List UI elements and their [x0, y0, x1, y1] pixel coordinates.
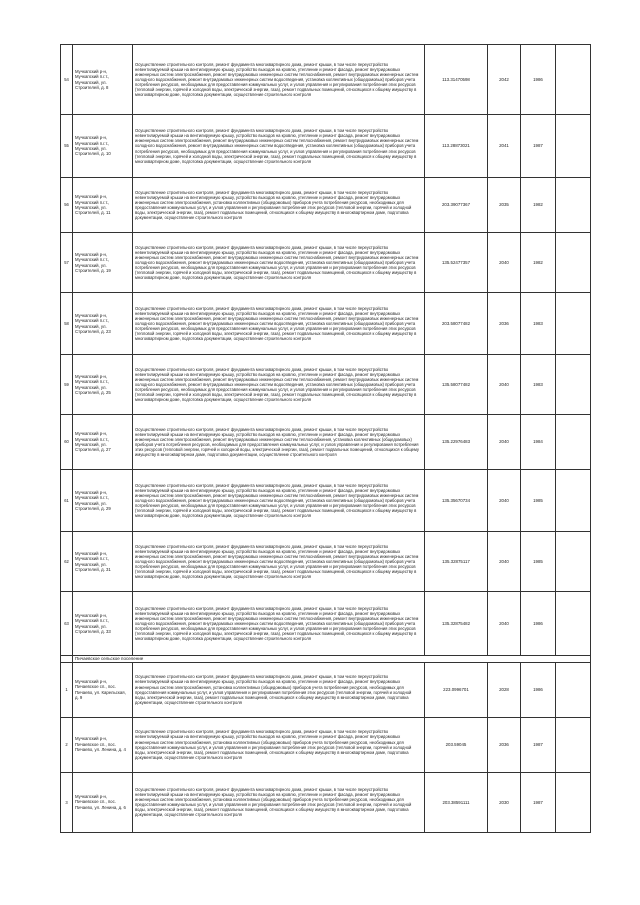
address-cell: Мучкапский р-н, Мучкапский п.г.т., Мучкапский, ул. Строителей, д. 10 — [73, 115, 133, 178]
row-number: 57 — [61, 233, 73, 293]
work-description-cell: Осуществление строительного контроля, ремонт фундамента многоквартирного дома, ремонт крыши, в том числе переустройство невентилируемой крыши на вентилируемую крышу, устройство выходов на кровлю, утепление и ремонт фасада, ремонт внутридомовых инженерных систем электроснабжения, ремонт внутридомовых инженерных систем теплоснабжения, установка коллективных (общедомовых) приборов учета потребления ресурсов, необходимых для предоставления коммунальных услуг, и узлов управления и регулирования потребления этих ресурсов (тепловой энергии, горячей и холодной воды, электрической энергии, газа), ремонт подвальных помещений, относящихся к общему имуществу в многоквартирном доме, подготовка документации, осуществление строительного контроля — [133, 415, 425, 470]
work-description-cell: Осуществление строительного контроля, ремонт фундамента многоквартирного дома, ремонт крыши, в том числе переустройство невентилируемой крыши на вентилируемую крышу, устройство выходов на кровлю, утепление и ремонт фасада, ремонт внутридомовых инженерных систем электроснабжения, установка коллективных (общедомовых) приборов учета потребления ресурсов, необходимых для предоставления коммунальных услуг, и узлов управления и регулирования потребления этих ресурсов (тепловой энергии, горячей и холодной воды, электрической энергии, газа), ремонт подвальных помещений, относящихся к общему имуществу в многоквартирном доме, подготовка документации, осуществление строительного контроля — [133, 772, 425, 832]
row-number: 2 — [61, 717, 73, 772]
work-description-cell: Осуществление строительного контроля, ремонт фундамента многоквартирного дома, ремонт крыши, в том числе переустройство невентилируемой крыши на вентилируемую крышу, устройство выходов на кровлю, утепление и ремонт фасада, ремонт внутридомовых инженерных систем электроснабжения, ремонт внутридомовых инженерных систем теплоснабжения, ремонт внутридомовых инженерных систем холодного водоснабжения, ремонт внутридомовых инженерных систем водоотведения, установка коллективных (общедомовых) приборов учета потребления ресурсов, необходимых для предоставления коммунальных услуг, и узлов управления и регулирования потребления этих ресурсов (тепловой энергии, горячей и холодной воды, электрической энергии, газа), ремонт подвальных помещений, относящихся к общему имуществу в многоквартирном доме, подготовка документации, осуществление строительного контроля — [133, 45, 425, 115]
planned-year-cell: 2040 — [488, 415, 521, 470]
row-number: 54 — [61, 45, 73, 115]
work-description-cell: Осуществление строительного контроля, ремонт фундамента многоквартирного дома, ремонт крыши, в том числе переустройство невентилируемой крыши на вентилируемую крышу, устройство выходов на кровлю, утепление и ремонт фасада, ремонт внутридомовых инженерных систем электроснабжения, ремонт внутридомовых инженерных систем теплоснабжения, ремонт внутридомовых инженерных систем холодного водоснабжения, ремонт внутридомовых инженерных систем водоотведения, установка коллективных (общедомовых) приборов учета потребления ресурсов, необходимых для предоставления коммунальных услуг, и узлов управления и регулирования потребления этих ресурсов (тепловой энергии, горячей и холодной воды, электрической энергии, газа), ремонт подвальных помещений, относящихся к общему имуществу в многоквартирном доме, подготовка документации, осуществление строительного контроля — [133, 115, 425, 178]
built-year-cell: 1987 — [521, 115, 556, 178]
work-description-cell: Осуществление строительного контроля, ремонт фундамента многоквартирного дома, ремонт крыши, в том числе переустройство невентилируемой крыши на вентилируемую крышу, устройство выходов на кровлю, утепление и ремонт фасада, ремонт внутридомовых инженерных систем электроснабжения, ремонт внутридомовых инженерных систем теплоснабжения, ремонт внутридомовых инженерных систем холодного водоснабжения, ремонт внутридомовых инженерных систем водоотведения, установка коллективных (общедомовых) приборов учета потребления ресурсов, необходимых для предоставления коммунальных услуг, и узлов управления и регулирования потребления этих ресурсов (тепловой энергии, горячей и холодной воды, электрической энергии, газа), ремонт подвальных помещений, относящихся к общему имуществу в многоквартирном доме, подготовка документации, осуществление строительного контроля — [133, 532, 425, 592]
cost-cell: 135.22976483 — [425, 415, 488, 470]
built-year-cell: 1983 — [521, 355, 556, 415]
built-year-cell: 1985 — [521, 532, 556, 592]
planned-year-cell: 2042 — [488, 45, 521, 115]
cost-cell: 203.38591111 — [425, 772, 488, 832]
planned-year-cell: 2040 — [488, 592, 521, 656]
address-cell: Мучкапский р-н, Мучкапский п.г.т., Мучкапский, ул. Строителей, д. 25 — [73, 355, 133, 415]
planned-year-cell: 2028 — [488, 662, 521, 717]
address-cell: Мучкапский р-н, Мучкапский п.г.т., Мучкапский, ул. Строителей, д. 23 — [73, 293, 133, 355]
table-row — [61, 532, 591, 592]
table-row — [61, 717, 591, 772]
work-description-cell: Осуществление строительного контроля, ремонт фундамента многоквартирного дома, ремонт крыши, в том числе переустройство невентилируемой крыши на вентилируемую крышу, устройство выходов на кровлю, утепление и ремонт фасада, ремонт внутридомовых инженерных систем электроснабжения, ремонт внутридомовых инженерных систем теплоснабжения, ремонт внутридомовых инженерных систем холодного водоснабжения, ремонт внутридомовых инженерных систем водоотведения, установка коллективных (общедомовых) приборов учета потребления ресурсов, необходимых для предоставления коммунальных услуг, и узлов управления и регулирования потребления этих ресурсов (тепловой энергии, горячей и холодной воды, электрической энергии, газа), ремонт подвальных помещений, относящихся к общему имуществу в многоквартирном доме, подготовка документации, осуществление строительного контроля — [133, 592, 425, 656]
address-cell: Мучкапский р-н, Мучкапский п.г.т., Мучкапский, ул. Строителей, д. 8 — [73, 45, 133, 115]
table-row — [61, 772, 591, 832]
empty-cell — [556, 592, 591, 656]
work-description-cell: Осуществление строительного контроля, ремонт фундамента многоквартирного дома, ремонт крыши, в том числе переустройство невентилируемой крыши на вентилируемую крышу, устройство выходов на кровлю, утепление и ремонт фасада, ремонт внутридомовых инженерных систем электроснабжения, ремонт внутридомовых инженерных систем теплоснабжения, ремонт внутридомовых инженерных систем холодного водоснабжения, ремонт внутридомовых инженерных систем водоотведения, установка коллективных (общедомовых) приборов учета потребления ресурсов, необходимых для предоставления коммунальных услуг, и узлов управления и регулирования потребления этих ресурсов (тепловой энергии, горячей и холодной воды, электрической энергии, газа), ремонт подвальных помещений, относящихся к общему имуществу в многоквартирном доме, подготовка документации, осуществление строительного контроля — [133, 293, 425, 355]
built-year-cell: 1987 — [521, 717, 556, 772]
table-row — [61, 592, 591, 656]
table-row — [61, 470, 591, 532]
address-cell: Мучкапский р-н, Пичаевское сп., пос. Пичаево, ул. Ленина, д. 4 — [73, 717, 133, 772]
cost-cell: 135.35670734 — [425, 470, 488, 532]
table-row — [61, 115, 591, 178]
address-cell: Мучкапский р-н, Пичаевское сп., пос. Пичаево, ул. Ленина, д. 6 — [73, 772, 133, 832]
empty-cell — [556, 355, 591, 415]
row-number: 62 — [61, 532, 73, 592]
address-cell: Мучкапский р-н, Пичаевское сп., пос. Пичаево, ул. Карельская, д. 9 — [73, 662, 133, 717]
empty-cell — [556, 717, 591, 772]
empty-cell — [556, 45, 591, 115]
table-row — [61, 233, 591, 293]
cost-cell: 135.52477357 — [425, 233, 488, 293]
work-description-cell: Осуществление строительного контроля, ремонт фундамента многоквартирного дома, ремонт крыши, в том числе переустройство невентилируемой крыши на вентилируемую крышу, устройство выходов на кровлю, утепление и ремонт фасада, ремонт внутридомовых инженерных систем электроснабжения, ремонт внутридомовых инженерных систем теплоснабжения, ремонт внутридомовых инженерных систем холодного водоснабжения, ремонт внутридомовых инженерных систем водоотведения, установка коллективных (общедомовых) приборов учета потребления ресурсов, необходимых для предоставления коммунальных услуг, и узлов управления и регулирования потребления этих ресурсов (тепловой энергии, горячей и холодной воды, электрической энергии, газа), ремонт подвальных помещений, относящихся к общему имуществу в многоквартирном доме, подготовка документации, осуществление строительного контроля — [133, 470, 425, 532]
work-description-cell: Осуществление строительного контроля, ремонт фундамента многоквартирного дома, ремонт крыши, в том числе переустройство невентилируемой крыши на вентилируемую крышу, устройство выходов на кровлю, утепление и ремонт фасада, ремонт внутридомовых инженерных систем электроснабжения, установка коллективных (общедомовых) приборов учета потребления ресурсов, необходимых для предоставления коммунальных услуг, и узлов управления и регулирования потребления этих ресурсов (тепловой энергии, горячей и холодной воды, электрической энергии, газа), ремонт подвальных помещений, относящихся к общему имуществу в многоквартирном доме, подготовка документации, осуществление строительного контроля — [133, 178, 425, 233]
address-cell: Мучкапский р-н, Мучкапский п.г.т., Мучкапский, ул. Строителей, д. 33 — [73, 592, 133, 656]
table-row — [61, 662, 591, 717]
empty-cell — [556, 115, 591, 178]
work-description-cell: Осуществление строительного контроля, ремонт фундамента многоквартирного дома, ремонт крыши, в том числе переустройство невентилируемой крыши на вентилируемую крышу, устройство выходов на кровлю, утепление и ремонт фасада, ремонт внутридомовых инженерных систем электроснабжения, ремонт внутридомовых инженерных систем теплоснабжения, ремонт внутридомовых инженерных систем холодного водоснабжения, ремонт внутридомовых инженерных систем водоотведения, установка коллективных (общедомовых) приборов учета потребления ресурсов, необходимых для предоставления коммунальных услуг, и узлов управления и регулирования потребления этих ресурсов (тепловой энергии, горячей и холодной воды, электрической энергии, газа), ремонт подвальных помещений, относящихся к общему имуществу в многоквартирном доме, подготовка документации, осуществление строительного контроля — [133, 233, 425, 293]
row-number: 3 — [61, 772, 73, 832]
table-row — [61, 415, 591, 470]
table-row — [61, 45, 591, 115]
section-row — [61, 656, 591, 663]
cost-cell: 113.28873021 — [425, 115, 488, 178]
built-year-cell: 1986 — [521, 45, 556, 115]
empty-cell — [556, 772, 591, 832]
empty-cell — [556, 293, 591, 355]
address-cell: Мучкапский р-н, Мучкапский п.г.т., Мучкапский, ул. Строителей, д. 27 — [73, 415, 133, 470]
empty-cell — [556, 470, 591, 532]
planned-year-cell: 2036 — [488, 293, 521, 355]
planned-year-cell: 2036 — [488, 717, 521, 772]
built-year-cell: 1984 — [521, 415, 556, 470]
table-row — [61, 293, 591, 355]
built-year-cell: 1985 — [521, 470, 556, 532]
row-number: 60 — [61, 415, 73, 470]
row-number: 61 — [61, 470, 73, 532]
empty-cell — [556, 233, 591, 293]
section-num-cell — [61, 656, 73, 663]
empty-cell — [556, 178, 591, 233]
row-number: 59 — [61, 355, 73, 415]
table-body-upper — [61, 45, 591, 656]
work-description-cell: Осуществление строительного контроля, ремонт фундамента многоквартирного дома, ремонт крыши, в том числе переустройство невентилируемой крыши на вентилируемую крышу, устройство выходов на кровлю, утепление и ремонт фасада, ремонт внутридомовых инженерных систем электроснабжения, установка коллективных (общедомовых) приборов учета потребления ресурсов, необходимых для предоставления коммунальных услуг, и узлов управления и регулирования потребления этих ресурсов (тепловой энергии, горячей и холодной воды, электрической энергии, газа), ремонт подвальных помещений, относящихся к общему имуществу в многоквартирном доме, подготовка документации, осуществление строительного контроля — [133, 662, 425, 717]
row-number: 58 — [61, 293, 73, 355]
cost-cell: 203.39077367 — [425, 178, 488, 233]
empty-cell — [556, 532, 591, 592]
section-header — [61, 656, 591, 663]
table-body-lower — [61, 662, 591, 832]
empty-cell — [556, 415, 591, 470]
built-year-cell: 1983 — [521, 293, 556, 355]
planned-year-cell: 2040 — [488, 355, 521, 415]
built-year-cell: 1986 — [521, 662, 556, 717]
cost-cell: 135.32875482 — [425, 592, 488, 656]
document-page — [60, 44, 590, 833]
work-description-cell: Осуществление строительного контроля, ремонт фундамента многоквартирного дома, ремонт крыши, в том числе переустройство невентилируемой крыши на вентилируемую крышу, устройство выходов на кровлю, утепление и ремонт фасада, ремонт внутридомовых инженерных систем электроснабжения, ремонт внутридомовых инженерных систем теплоснабжения, ремонт внутридомовых инженерных систем холодного водоснабжения, ремонт внутридомовых инженерных систем водоотведения, установка коллективных (общедомовых) приборов учета потребления ресурсов, необходимых для предоставления коммунальных услуг, и узлов управления и регулирования потребления этих ресурсов (тепловой энергии, горячей и холодной воды, электрической энергии, газа), ремонт подвальных помещений, относящихся к общему имуществу в многоквартирном доме, подготовка документации, осуществление строительного контроля — [133, 355, 425, 415]
cost-cell: 203.59045 — [425, 717, 488, 772]
planned-year-cell: 2040 — [488, 233, 521, 293]
planned-year-cell: 2041 — [488, 115, 521, 178]
row-number: 63 — [61, 592, 73, 656]
planned-year-cell: 2040 — [488, 470, 521, 532]
cost-cell: 223.0996701 — [425, 662, 488, 717]
table-row — [61, 355, 591, 415]
planned-year-cell: 2030 — [488, 772, 521, 832]
built-year-cell: 1987 — [521, 772, 556, 832]
row-number: 55 — [61, 115, 73, 178]
row-number: 1 — [61, 662, 73, 717]
cost-cell: 135.32875117 — [425, 532, 488, 592]
section-title: Пичаевское сельское поселение — [73, 656, 591, 663]
built-year-cell: 1982 — [521, 233, 556, 293]
address-cell: Мучкапский р-н, Мучкапский п.г.т., Мучкапский, ул. Строителей, д. 29 — [73, 470, 133, 532]
built-year-cell: 1982 — [521, 178, 556, 233]
built-year-cell: 1986 — [521, 592, 556, 656]
address-cell: Мучкапский р-н, Мучкапский п.г.т., Мучкапский, ул. Строителей, д. 19 — [73, 233, 133, 293]
cost-cell: 113.31470598 — [425, 45, 488, 115]
planned-year-cell: 2040 — [488, 532, 521, 592]
cost-cell: 203.58077482 — [425, 293, 488, 355]
empty-cell — [556, 662, 591, 717]
address-cell: Мучкапский р-н, Мучкапский п.г.т., Мучкапский, ул. Строителей, д. 31 — [73, 532, 133, 592]
row-number: 56 — [61, 178, 73, 233]
capital-repair-table — [60, 44, 591, 833]
planned-year-cell: 2035 — [488, 178, 521, 233]
address-cell: Мучкапский р-н, Мучкапский п.г.т., Мучкапский, ул. Строителей, д. 11 — [73, 178, 133, 233]
cost-cell: 135.58077482 — [425, 355, 488, 415]
table-row — [61, 178, 591, 233]
work-description-cell: Осуществление строительного контроля, ремонт фундамента многоквартирного дома, ремонт крыши, в том числе переустройство невентилируемой крыши на вентилируемую крышу, устройство выходов на кровлю, утепление и ремонт фасада, ремонт внутридомовых инженерных систем электроснабжения, установка коллективных (общедомовых) приборов учета потребления ресурсов, необходимых для предоставления коммунальных услуг, и узлов управления и регулирования потребления этих ресурсов (тепловой энергии, горячей и холодной воды, электрической энергии, газа), ремонт подвальных помещений, относящихся к общему имуществу в многоквартирном доме, подготовка документации, осуществление строительного контроля — [133, 717, 425, 772]
